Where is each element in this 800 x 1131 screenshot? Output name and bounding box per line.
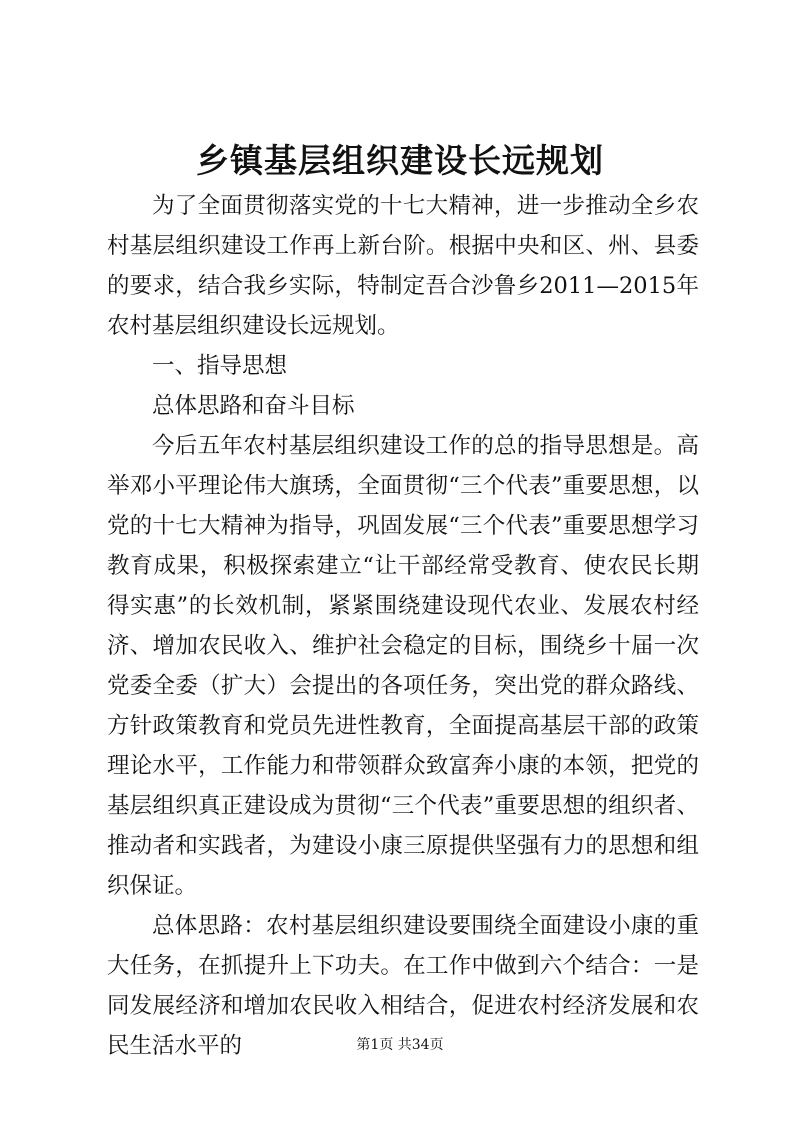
section-heading: 一、指导思想	[152, 353, 288, 379]
paragraph-intro: 为了全面贯彻落实党的十七大精神，进一步推动全乡农村基层组织建设工作再上新台阶。根据中央和区、州、县委的要求，结合我乡实际，特制定吾合沙鲁乡2011—2015年农村基层组织建设长远规划。	[107, 193, 699, 339]
paragraph-guiding-thought: 今后五年农村基层组织建设工作的总的指导思想是。高举邓小平理论伟大旗琇，全面贯彻“三个代表”重要思想，以党的十七大精神为指导，巩固发展“三个代表”重要思想学习教育成果，积极探索建立“让干部经常受教育、使农民长期得实惠”的长效机制，紧紧围绕建设现代农业、发展农村经济、增加农民收入、维护社会稳定的目标，围绕乡十届一次党委全委（扩大）会提出的各项任务，突出党的群众路线、方针政策教育和党员先进性教育，全面提高基层干部的政策理论水平，工作能力和带领群众致富奔小康的本领，把党的基层组织真正建设成为贯彻“三个代表”重要思想的组织者、推动者和实践者，为建设小康三原提供坚强有力的思想和组织保证。	[107, 433, 699, 899]
page-number-footer: 第1页 共34页	[356, 1037, 444, 1053]
document-title: 乡镇基层组织建设长远规划	[196, 141, 604, 180]
paragraph-overall-approach: 总体思路：农村基层组织建设要围绕全面建设小康的重大任务，在抓提升上下功夫。在工作中做到六个结合：一是同发展经济和增加农民收入相结合，促进农村经济发展和农民生活水平的	[107, 913, 699, 1059]
subsection-heading: 总体思路和奋斗目标	[152, 393, 355, 419]
document-body	[107, 186, 699, 1066]
